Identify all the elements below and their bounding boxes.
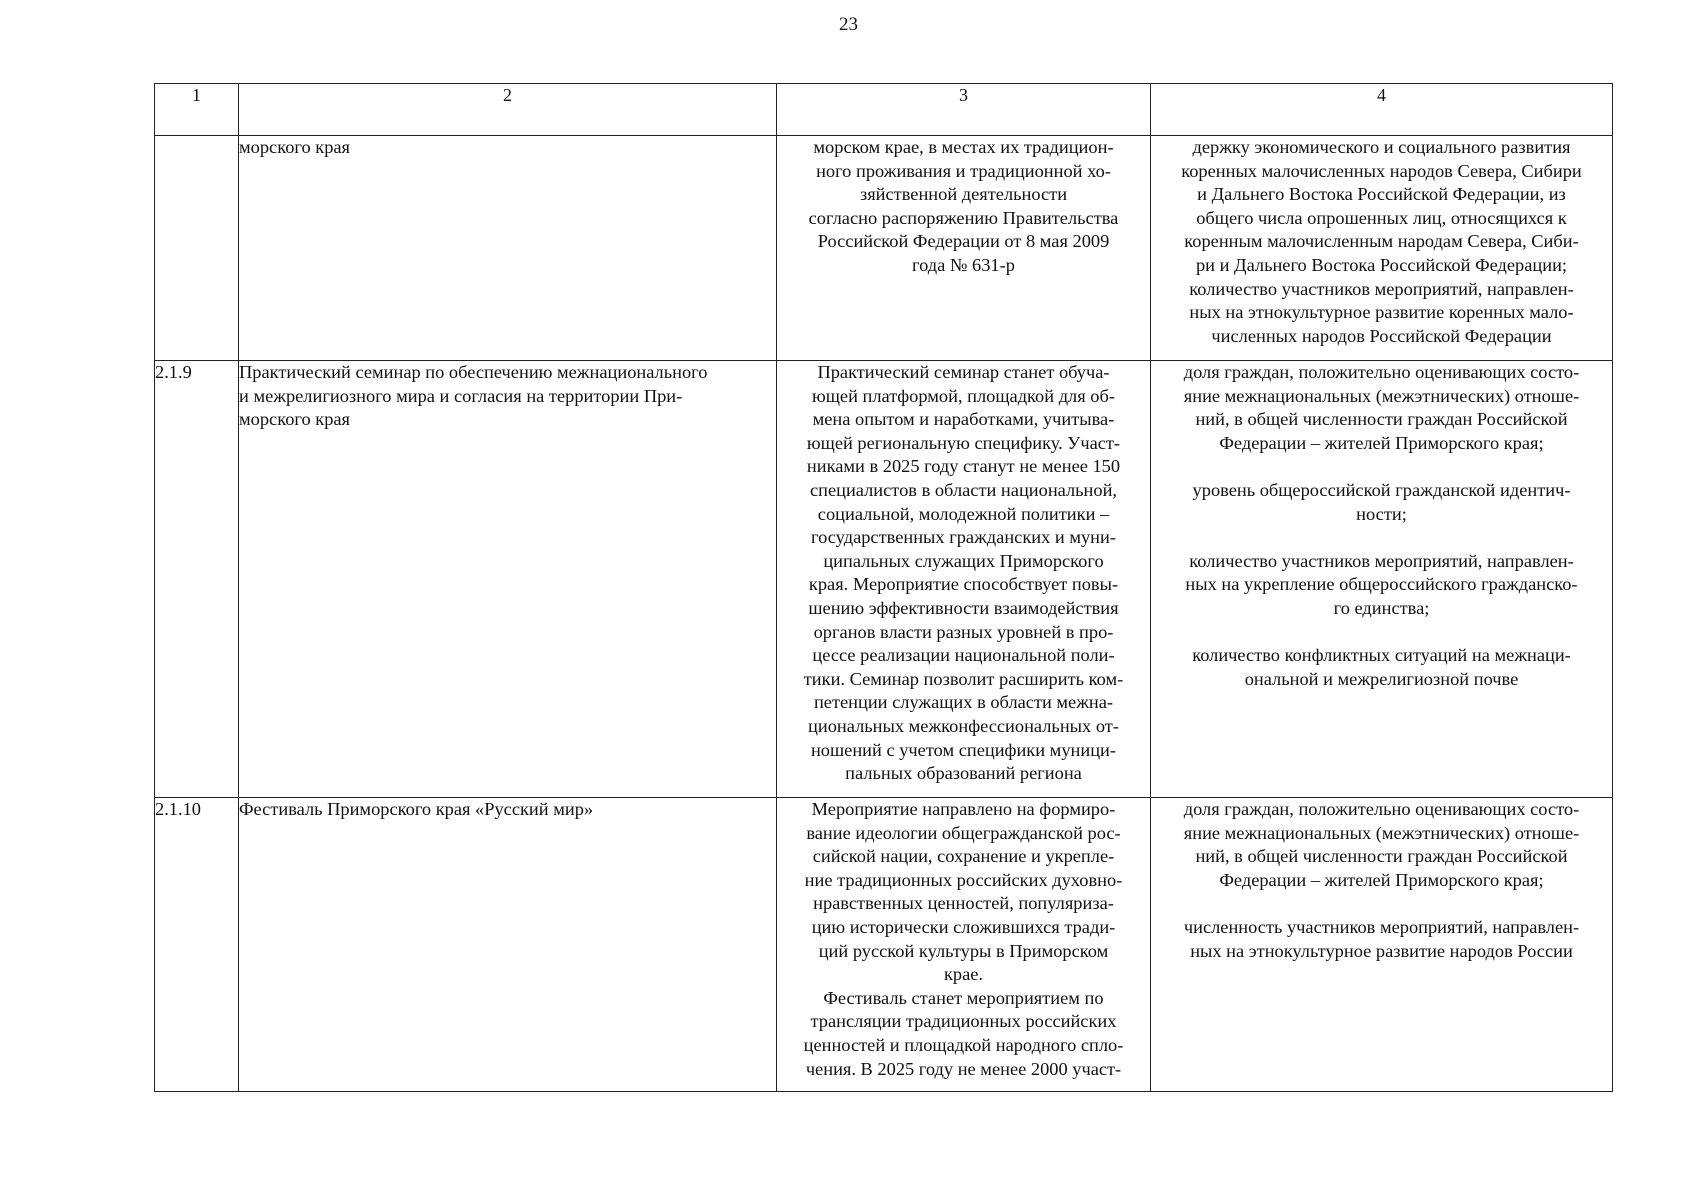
text-line: Федерации – жителей Приморского края; [1219,432,1544,453]
text-line: петенции служащих в области межна- [813,692,1114,713]
table-row [155,136,1613,361]
text-line: количество участников мероприятий, направлен- [1189,550,1574,571]
text-line: Федерации – жителей Приморского края; [1219,869,1544,890]
text-line: коренным малочисленным народам Севера, Сиби- [1184,231,1579,252]
text-line: Практический семинар по обеспечению межнационального [239,362,708,382]
text-line: ценностей и площадкой народного спло- [803,1034,1124,1055]
row-number: 2.1.9 [155,361,239,798]
text-line: согласно распоряжению Правительства [808,207,1119,228]
text-line: доля граждан, положительно оценивающих состо- [1183,362,1580,382]
text-line: ных на этнокультурное развитие народов России [1190,940,1573,961]
text-line: чения. В 2025 году не менее 2000 участ- [805,1058,1122,1079]
event-name: морского края [239,136,777,361]
text-line: ющей региональную специфику. Участ- [806,432,1121,453]
header-cell-2: 2 [239,84,777,136]
text-line: специалистов в области национальной, [809,479,1118,500]
text-line: Фестиваль Приморского края «Русский мир» [239,799,594,819]
text-line: доля граждан, положительно оценивающих состо- [1183,799,1580,819]
text-line: трансляции традиционных российских [810,1011,1117,1032]
text-line: морском крае, в местах их традицион- [813,137,1114,157]
event-description [777,361,1151,798]
event-indicators [1151,798,1613,1092]
event-name [239,361,777,798]
text-line: яние межнациональных (межэтнических) отноше- [1183,385,1580,406]
text-line: ных на укрепление общероссийского гражданско- [1185,574,1578,595]
text-line: Фестиваль станет мероприятием по [823,987,1104,1008]
text-line: ний, в общей численности граждан Российской [1195,846,1568,867]
text-line: нравственных ценностей, популяриза- [813,893,1114,914]
text-line: количество участников мероприятий, направлен- [1189,278,1574,299]
table-row [155,361,1613,798]
text-line: ципальных служащих Приморского [823,550,1104,571]
text-line: яние межнациональных (межэтнических) отноше- [1183,822,1580,843]
text-line: Мероприятие направлено на формиро- [811,799,1116,819]
text-line: шению эффективности взаимодействия [808,597,1119,618]
text-line: общего числа опрошенных лиц, относящихся к [1196,207,1567,228]
text-line: Российской Федерации от 8 мая 2009 [817,231,1110,252]
text-line: цию исторически сложившихся тради- [811,916,1116,937]
text-line: циональных межконфессиональных от- [808,715,1119,736]
row-number [155,136,239,361]
text-line: никами в 2025 году станут не менее 150 [806,456,1121,477]
text-line: и межрелигиозного мира и согласия на территории При- [239,385,683,406]
text-line: органов власти разных уровней в про- [813,621,1114,642]
text-line: мена опытом и наработками, учитыва- [812,409,1115,430]
text-line: года № 631-р [912,254,1015,275]
text-line: сийской нации, сохранение и укрепле- [812,846,1115,867]
text-line: ние традиционных российских духовно- [804,869,1123,890]
text-line: уровень общероссийской гражданской идентич- [1192,479,1571,500]
text-line: морского края [239,409,351,430]
text-line: ношений с учетом специфики муници- [810,739,1117,760]
header-cell-4: 4 [1151,84,1613,136]
text-line: края. Мероприятие способствует повы- [808,574,1119,595]
text-line: цессе реализации национальной поли- [812,645,1115,666]
row-number: 2.1.10 [155,798,239,1092]
text-line: ющей платформой, площадкой для об- [812,385,1115,406]
text-line: зяйственной деятельности [859,184,1068,205]
text-line: ний, в общей численности граждан Российской [1195,409,1568,430]
program-table [154,83,1613,1092]
text-line: Практический семинар станет обуча- [817,362,1110,382]
event-name [239,798,777,1092]
event-description [777,798,1151,1092]
text-line: держку экономического и социального развития [1192,137,1571,157]
header-cell-3: 3 [777,84,1151,136]
page-number: 23 [839,14,858,35]
text-line: коренных малочисленных народов Севера, Сибири [1181,160,1582,181]
header-row [155,84,1613,136]
event-indicators [1151,361,1613,798]
text-line: количество конфликтных ситуаций на межнаци- [1192,645,1571,666]
text-line: численных народов Российской Федерации [1211,325,1552,346]
text-line: социальной, молодежной политики – [817,503,1110,524]
text-line: ных на этнокультурное развитие коренных мало- [1189,302,1574,323]
text-line: ности; [1356,503,1407,524]
text-line: ональной и межрелигиозной почве [1244,668,1519,689]
text-line: го единства; [1333,597,1430,618]
text-line: вание идеологии общегражданской рос- [806,822,1121,843]
header-cell-1: 1 [155,84,239,136]
event-indicators [1151,136,1613,361]
text-line: и Дальнего Востока Российской Федерации, из [1197,184,1566,205]
text-line: ри и Дальнего Востока Российской Федерации; [1195,254,1568,275]
event-description [777,136,1151,361]
text-line: численность участников мероприятий, направлен- [1183,916,1580,937]
text-line: ций русской культуры в Приморском [818,940,1109,961]
text-line: тики. Семинар позволит расширить ком- [803,668,1124,689]
text-line: крае. [943,964,984,985]
text-line: государственных гражданских и муни- [811,527,1116,548]
text-line: пальных образований региона [845,763,1082,784]
table-row [155,798,1613,1092]
text-line: ного проживания и традиционной хо- [816,160,1111,181]
